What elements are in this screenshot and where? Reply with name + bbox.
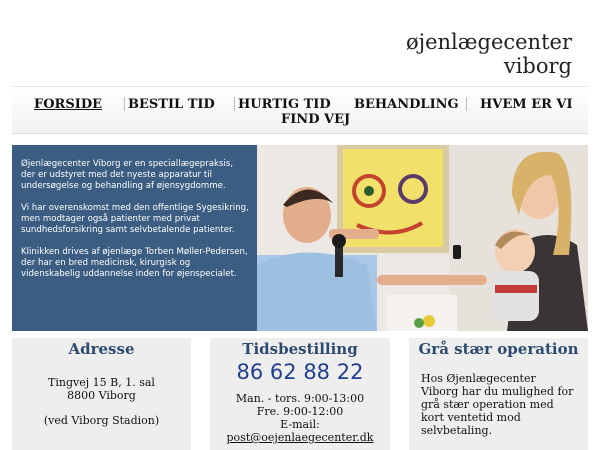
nav-item-hurtig-tid[interactable]: HURTIG TID	[238, 97, 331, 112]
nav-item-hvem-er-vi[interactable]: HVEM ER VI	[480, 97, 573, 112]
address-box	[12, 338, 191, 450]
brand-logo[interactable]	[406, 30, 572, 78]
intro-panel	[12, 145, 257, 331]
nav-item-bestil-tid[interactable]: BESTIL TID	[128, 97, 215, 112]
booking-box	[210, 338, 390, 450]
nav-separator	[234, 97, 235, 111]
booking-hours-weekdays: Man. - tors. 9:00-13:00	[235, 392, 365, 405]
address-street: Tingvej 15 B, 1. sal	[48, 376, 155, 389]
cataract-title: Grå stær operation	[418, 340, 579, 358]
hero-photo	[257, 145, 588, 331]
booking-hours-friday: Fre. 9:00-12:00	[256, 405, 344, 418]
intro-paragraph: Klinikken drives af øjenlæge Torben Møller-Pedersen, der har en bred medicinsk, kirurgisk og videnskabelig uddannelse inden for øjenspecialet.	[21, 247, 248, 279]
address-note: (ved Viborg Stadion)	[43, 414, 160, 427]
cataract-box	[409, 338, 588, 450]
address-city: 8800 Viborg	[67, 389, 136, 402]
nav-separator	[466, 97, 467, 111]
nav-item-behandling[interactable]: BEHANDLING	[354, 97, 459, 112]
intro-paragraph: Vi har overenskomst med den offentlige Sygesikring, men modtager også patienter med privat sundhedsforsikring samt selvbetalende patienter.	[21, 203, 249, 235]
nav-item-find-vej[interactable]: FIND VEJ	[281, 112, 351, 127]
nav-item-forside[interactable]: FORSIDE	[34, 97, 103, 112]
eye-exam-illustration	[257, 145, 588, 331]
intro-paragraph: Øjenlægecenter Viborg er en speciallægepraksis, der er udstyret med det nyeste apparatur til undersøgelse og behandling af øjensygdomme.	[21, 159, 234, 191]
main-nav	[12, 86, 588, 134]
booking-title: Tidsbestilling	[242, 340, 358, 358]
hero-section	[12, 145, 588, 331]
brand-line-1: øjenlægecenter	[405, 30, 572, 54]
nav-separator	[124, 97, 125, 111]
cataract-text: Hos Øjenlægecenter Viborg har du mulighed for grå stær operation med kort ventetid mod selvbetaling.	[421, 372, 574, 437]
booking-phone[interactable]: 86 62 88 22	[236, 360, 364, 384]
brand-line-2: viborg	[503, 54, 572, 78]
address-title: Adresse	[68, 340, 135, 358]
booking-email-link[interactable]: post@oejenlaegecenter.dk	[226, 431, 374, 444]
booking-email-label: E-mail:	[280, 418, 320, 431]
